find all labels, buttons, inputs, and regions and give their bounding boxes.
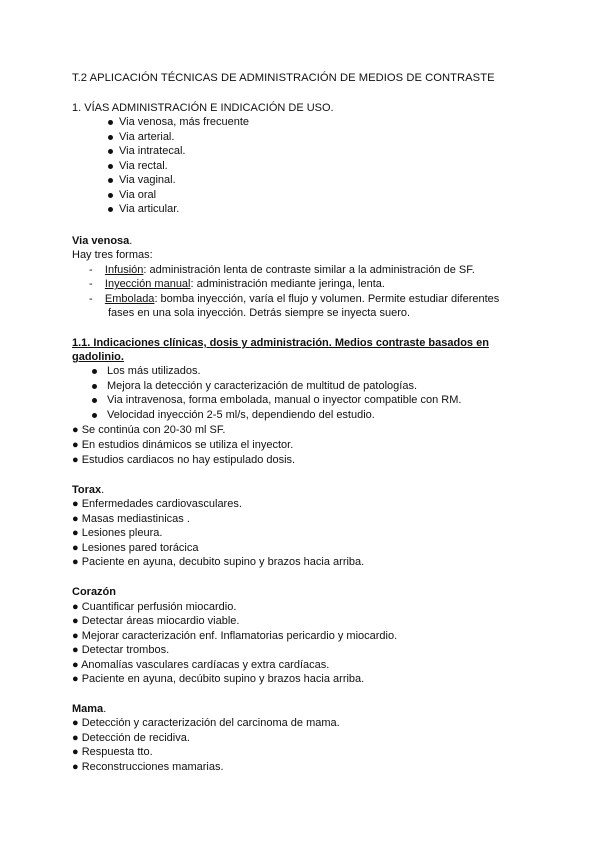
list-item: ● En estudios dinámicos se utiliza el inyector. <box>72 439 294 451</box>
list-item: ● Detección y caracterización del carcinoma de mama. <box>72 717 340 729</box>
page-title: T.2 APLICACIÓN TÉCNICAS DE ADMINISTRACIÓN DE MEDIOS DE CONTRASTE <box>72 72 495 84</box>
mama-heading: Mama. <box>72 703 107 715</box>
venosa-heading: Via venosa. <box>72 235 133 247</box>
bullet-icon <box>108 149 113 154</box>
list-item: ● Cuantificar perfusión miocardio. <box>72 601 237 613</box>
list-item: Via oral <box>108 189 156 201</box>
section-heading-vias: 1. VÍAS ADMINISTRACIÓN E INDICACIÓN DE USO. <box>72 102 334 114</box>
list-item: ● Estudios cardiacos no hay estipulado dosis. <box>72 454 296 466</box>
list-item: ● Enfermedades cardiovasculares. <box>72 498 242 510</box>
bullet-icon <box>92 398 97 403</box>
list-item: Via vaginal. <box>108 174 176 186</box>
list-item: ● Detectar trombos. <box>72 644 170 656</box>
list-item: ● Paciente en ayuna, decúbito supino y brazos hacia arriba. <box>72 673 365 685</box>
list-item: Via articular. <box>108 203 179 215</box>
list-item: ● Lesiones pleura. <box>72 527 163 539</box>
list-item: Velocidad inyección 2-5 ml/s, dependiendo del estudio. <box>92 409 375 421</box>
list-item: ● Detección de recidiva. <box>72 732 190 744</box>
list-item: ● Detectar áreas miocardio viable. <box>72 615 240 627</box>
list-item-continuation: fases en una sola inyección. Detrás siempre se inyecta suero. <box>108 307 411 319</box>
list-item: ● Lesiones pared torácica <box>72 542 199 554</box>
list-item: ● Reconstrucciones mamarias. <box>72 761 224 773</box>
list-item: Los más utilizados. <box>92 365 201 377</box>
list-item: Mejora la detección y caracterización de multitud de patologías. <box>92 380 417 392</box>
list-item: ● Anomalías vasculares cardíacas y extra cardíacas. <box>72 659 330 671</box>
bullet-icon <box>108 120 113 125</box>
bullet-icon <box>108 193 113 198</box>
bullet-icon <box>108 135 113 140</box>
list-item: ● Mejorar caracterización enf. Inflamatorias pericardio y miocardio. <box>72 630 398 642</box>
corazon-heading: Corazón <box>72 586 116 598</box>
section-heading-indicaciones-cont: gadolinio. <box>72 351 124 363</box>
list-item: Via arterial. <box>108 131 174 143</box>
bullet-icon <box>92 384 97 389</box>
list-item: ● Respuesta tto. <box>72 746 153 758</box>
bullet-icon <box>92 413 97 418</box>
list-item: - Infusión: administración lenta de contraste similar a la administración de SF. <box>89 264 475 276</box>
bullet-icon <box>108 178 113 183</box>
list-item: ● Se continúa con 20-30 ml SF. <box>72 424 226 436</box>
list-item: - Inyección manual: administración mediante jeringa, lenta. <box>89 278 385 290</box>
torax-heading: Torax. <box>72 484 105 496</box>
list-item: ● Masas mediastinicas . <box>72 513 190 525</box>
list-item: - Embolada: bomba inyección, varía el flujo y volumen. Permite estudiar diferentes <box>89 293 500 305</box>
bullet-icon <box>108 207 113 212</box>
list-item: ● Paciente en ayuna, decubito supino y brazos hacia arriba. <box>72 556 365 568</box>
list-item: Via intratecal. <box>108 145 185 157</box>
venosa-intro: Hay tres formas: <box>72 249 153 261</box>
list-item: Via venosa, más frecuente <box>108 116 249 128</box>
list-item: Via rectal. <box>108 160 168 172</box>
list-item: Via intravenosa, forma embolada, manual o inyector compatible con RM. <box>92 394 461 406</box>
section-heading-indicaciones: 1.1. Indicaciones clínicas, dosis y administración. Medios contraste basados en <box>72 337 489 349</box>
bullet-icon <box>92 369 97 374</box>
bullet-icon <box>108 164 113 169</box>
